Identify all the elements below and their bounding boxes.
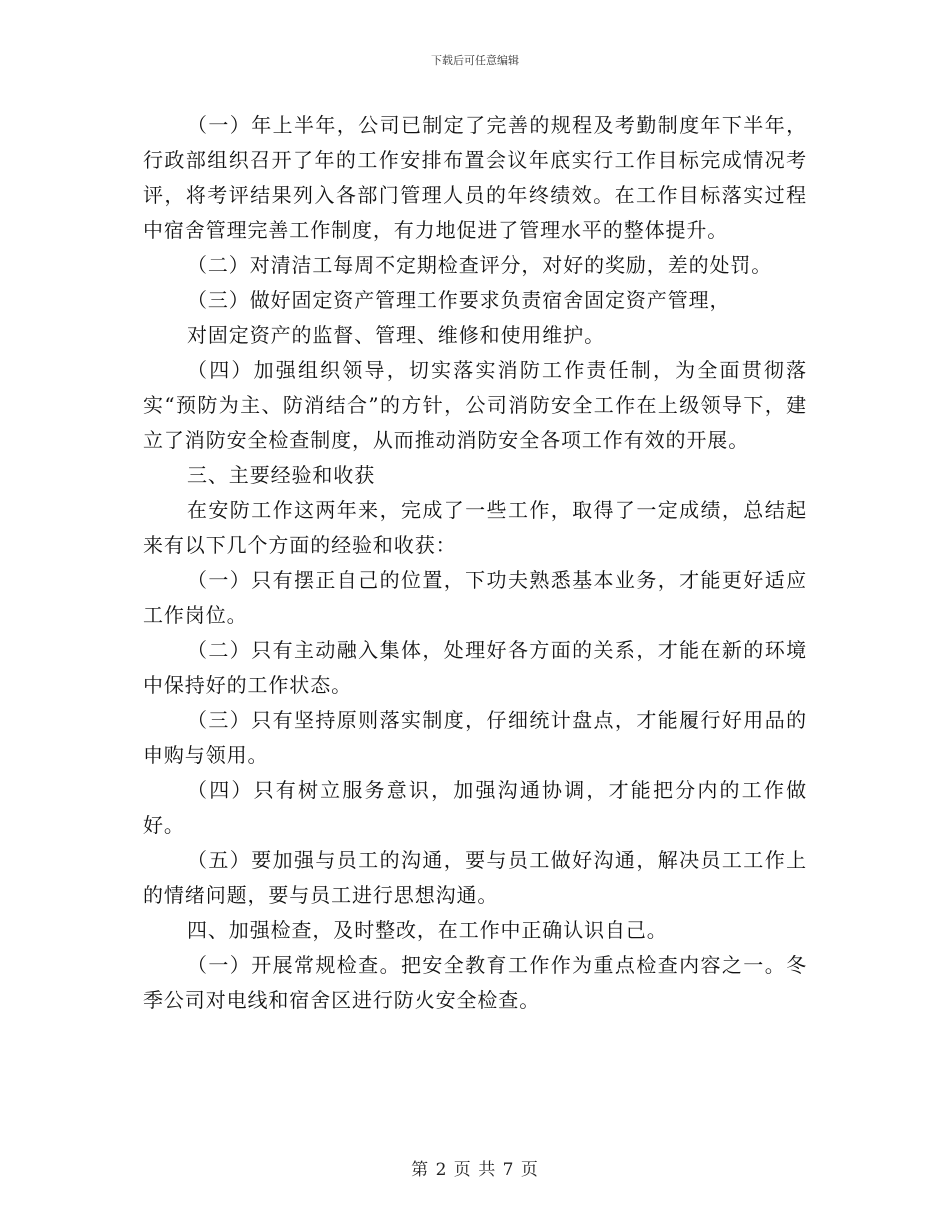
paragraph-12: （一）开展常规检查。把安全教育工作作为重点检查内容之一。冬季公司对电线和宿舍区进行防火安全检查。	[143, 953, 807, 1012]
section-heading-3: 三、主要经验和收获	[187, 463, 376, 487]
paragraph-3: （三）做好固定资产管理工作要求负责宿舍固定资产管理，	[187, 288, 731, 312]
paragraph-5: （四）加强组织领导，切实落实消防工作责任制，为全面贯彻落实“预防为主、防消结合”的方针，公司消防安全工作在上级领导下，建立了消防安全检查制度，从而推动消防安全各项工作有效的开展。	[143, 358, 807, 452]
paragraph-4: 对固定资产的监督、管理、维修和使用维护。	[187, 323, 605, 347]
paragraph-8: （二）只有主动融入集体，处理好各方面的关系，才能在新的环境中保持好的工作状态。	[143, 638, 807, 697]
paragraph-9: （三）只有坚持原则落实制度，仔细统计盘点，才能履行好用品的申购与领用。	[143, 708, 807, 767]
page-footer: 第 2 页 共 7 页	[411, 1160, 539, 1180]
paragraph-10: （四）只有树立服务意识，加强沟通协调，才能把分内的工作做好。	[143, 778, 807, 837]
paragraph-11: （五）要加强与员工的沟通，要与员工做好沟通，解决员工工作上的情绪问题，要与员工进行思想沟通。	[143, 848, 807, 907]
paragraph-6: 在安防工作这两年来，完成了一些工作，取得了一定成绩，总结起来有以下几个方面的经验和收获：	[143, 498, 807, 557]
paragraph-7: （一）只有摆正自己的位置，下功夫熟悉基本业务，才能更好适应工作岗位。	[143, 568, 807, 627]
document-body	[143, 108, 807, 1018]
paragraph-1: （一）年上半年，公司已制定了完善的规程及考勤制度年下半年，行政部组织召开了年的工作安排布置会议年底实行工作目标完成情况考评，将考评结果列入各部门管理人员的年终绩效。在工作目标落实过程中宿舍管理完善工作制度，有力地促进了管理水平的整体提升。	[143, 113, 807, 242]
section-heading-4: 四、加强检查，及时整改，在工作中正确认识自己。	[187, 918, 668, 942]
paragraph-2: （二）对清洁工每周不定期检查评分，对好的奖励，差的处罚。	[187, 253, 773, 277]
page-header: 下载后可任意编辑	[431, 54, 519, 67]
